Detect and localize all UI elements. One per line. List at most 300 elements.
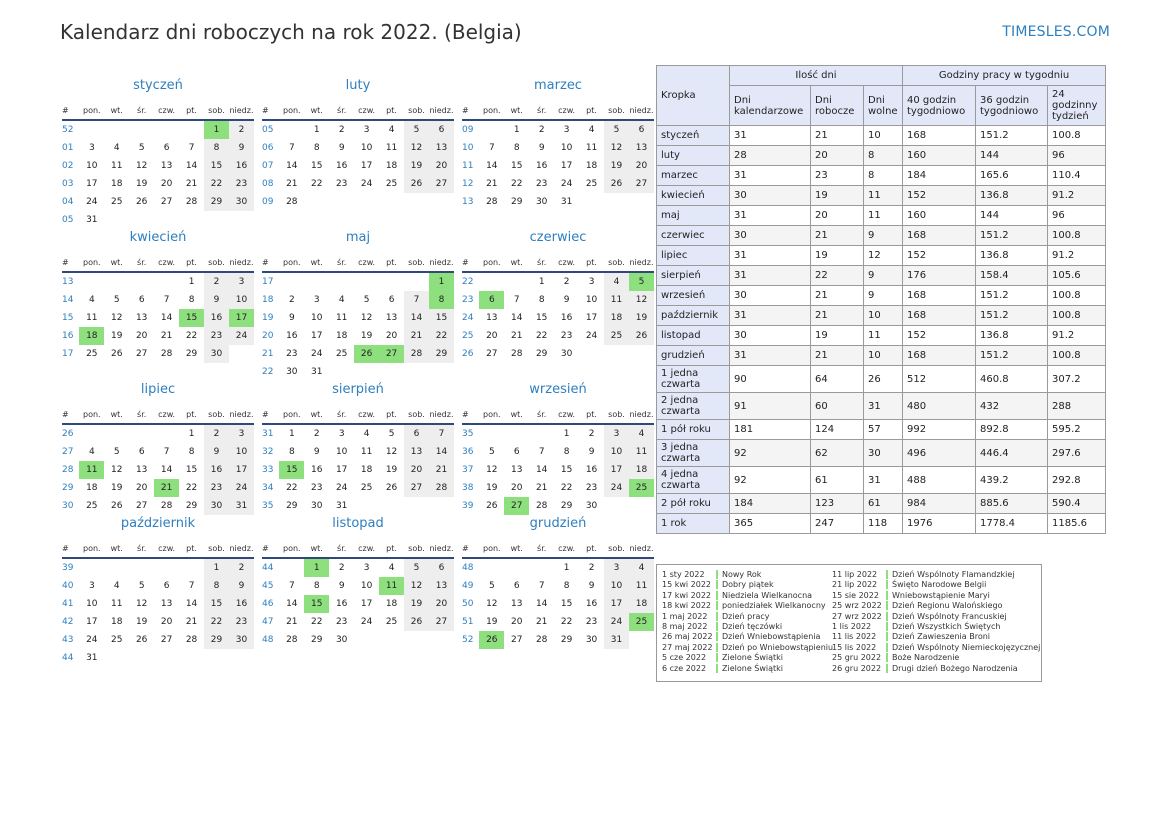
- summary-value: 21: [811, 306, 864, 326]
- empty-day-cell: [279, 272, 304, 291]
- empty-day-cell: [429, 631, 454, 649]
- day-cell: 7: [288, 143, 295, 153]
- empty-day-cell: [354, 631, 379, 649]
- summary-value: 100.8: [1048, 346, 1106, 366]
- holiday-date: 11 lis 2022: [832, 632, 877, 642]
- day-cell: 4: [88, 295, 95, 305]
- week-number: 10: [462, 143, 474, 153]
- day-cell: 21: [160, 331, 173, 341]
- day-cell: 6: [138, 295, 145, 305]
- summary-value: 100.8: [1048, 126, 1106, 146]
- day-cell: 26: [354, 345, 379, 363]
- day-cell: 10: [86, 599, 98, 609]
- weekday-header: wt.: [504, 540, 529, 558]
- weekday-header: #: [462, 102, 479, 120]
- summary-row: [657, 306, 1106, 326]
- holiday-entry: [662, 664, 833, 674]
- holiday-name: Dzień pracy: [722, 611, 770, 621]
- day-cell: 26: [111, 501, 123, 511]
- weekday-header: czw.: [354, 406, 379, 424]
- day-cell: 4: [629, 558, 654, 577]
- holiday-date: 25 gru 2022: [832, 653, 882, 663]
- day-cell: 10: [86, 161, 98, 171]
- week-row: [462, 558, 654, 577]
- week-number: 34: [262, 483, 274, 493]
- weekday-header: śr.: [129, 102, 154, 120]
- summary-value: 488: [903, 467, 976, 494]
- day-cell: 27: [135, 349, 148, 359]
- day-cell: 24: [360, 179, 373, 189]
- holiday-color-marker: [886, 601, 888, 610]
- week-row: [462, 479, 654, 497]
- day-cell: 24: [86, 635, 98, 645]
- empty-day-cell: [329, 272, 354, 291]
- day-cell: 19: [486, 483, 498, 493]
- weekday-header: niedz.: [229, 102, 254, 120]
- day-cell: 18: [629, 461, 654, 479]
- summary-value: 595.2: [1048, 420, 1106, 440]
- day-cell: 2: [538, 125, 545, 135]
- day-cell: 11: [335, 313, 348, 323]
- day-cell: 21: [535, 483, 548, 493]
- weekday-header: śr.: [129, 254, 154, 272]
- day-cell: 18: [585, 161, 598, 171]
- week-row: [462, 577, 654, 595]
- empty-day-cell: [629, 631, 654, 649]
- brand-link[interactable]: TIMESLES.COM: [1002, 24, 1110, 40]
- weekday-header: śr.: [329, 102, 354, 120]
- weekday-header: pt.: [179, 540, 204, 558]
- day-cell: 4: [363, 429, 370, 439]
- day-cell: 17: [86, 617, 98, 627]
- day-cell: 21: [429, 461, 454, 479]
- summary-value: 92: [730, 440, 811, 467]
- week-number: 22: [462, 277, 474, 287]
- summary-value: 184: [903, 166, 976, 186]
- day-cell: 27: [160, 635, 173, 645]
- summary-row: [657, 393, 1106, 420]
- day-cell: 13: [511, 465, 523, 475]
- summary-value: 21: [811, 286, 864, 306]
- day-cell: 15: [304, 595, 329, 613]
- week-number: 49: [462, 581, 474, 591]
- weekday-header: #: [62, 406, 79, 424]
- summary-period-label: kwiecień: [657, 186, 730, 206]
- holiday-name: Boże Narodzenie: [892, 653, 960, 663]
- day-cell: 16: [229, 157, 254, 175]
- day-cell: 16: [585, 599, 598, 609]
- day-cell: 7: [188, 143, 195, 153]
- day-cell: 26: [135, 635, 148, 645]
- day-cell: 14: [429, 443, 454, 461]
- day-cell: 19: [135, 179, 148, 189]
- weekday-header: niedz.: [429, 540, 454, 558]
- summary-value: 9: [864, 226, 903, 246]
- summary-value: 432: [976, 393, 1048, 420]
- day-cell: 21: [486, 179, 498, 189]
- week-row: [262, 613, 454, 631]
- week-number: 51: [462, 617, 474, 627]
- month-days-table: [262, 102, 454, 211]
- week-row: [262, 120, 454, 139]
- day-cell: 29: [311, 635, 323, 645]
- week-row: [462, 613, 654, 631]
- week-number: 47: [262, 617, 274, 627]
- empty-day-cell: [179, 649, 204, 667]
- holiday-date: 5 cze 2022: [662, 653, 707, 663]
- day-cell: 12: [360, 313, 373, 323]
- month-days-table: [62, 102, 254, 229]
- week-number: 03: [62, 179, 74, 189]
- week-number: 43: [62, 635, 74, 645]
- day-cell: 4: [588, 125, 595, 135]
- week-row: [62, 595, 254, 613]
- day-cell: 15: [179, 309, 204, 327]
- week-row: [262, 424, 454, 443]
- empty-day-cell: [379, 193, 404, 211]
- summary-period-label: październik: [657, 306, 730, 326]
- day-cell: 19: [135, 617, 148, 627]
- week-row: [62, 193, 254, 211]
- holiday-date: 15 sie 2022: [832, 590, 879, 600]
- day-cell: 20: [135, 483, 148, 493]
- day-cell: 28: [160, 501, 173, 511]
- week-row: [462, 443, 654, 461]
- empty-day-cell: [129, 120, 154, 139]
- day-cell: 12: [404, 577, 429, 595]
- day-cell: 19: [360, 331, 373, 341]
- summary-period-label: lipiec: [657, 246, 730, 266]
- weekday-header: pon.: [479, 540, 504, 558]
- day-cell: 2: [338, 563, 345, 573]
- day-cell: 12: [111, 465, 123, 475]
- day-cell: 29: [204, 631, 229, 649]
- summary-value: 20: [811, 146, 864, 166]
- day-cell: 20: [486, 331, 498, 341]
- day-cell: 28: [404, 345, 429, 363]
- day-cell: 29: [560, 501, 573, 511]
- holiday-name: Zielone Świątki: [722, 663, 784, 673]
- day-cell: 17: [229, 309, 254, 327]
- month-days-table: [462, 406, 654, 515]
- day-cell: 27: [404, 479, 429, 497]
- month-name: czerwiec: [529, 230, 587, 245]
- summary-value: 1976: [903, 514, 976, 534]
- summary-value: 30: [730, 286, 811, 306]
- day-cell: 23: [204, 479, 229, 497]
- day-cell: 22: [311, 179, 323, 189]
- week-row: [262, 193, 454, 211]
- holiday-entry: [662, 570, 833, 580]
- day-cell: 25: [111, 197, 123, 207]
- month-days-table: [62, 406, 254, 515]
- week-number: 42: [62, 617, 74, 627]
- holiday-date: 8 maj 2022: [662, 621, 708, 631]
- empty-day-cell: [154, 424, 179, 443]
- day-cell: 26: [404, 175, 429, 193]
- day-cell: 20: [385, 331, 398, 341]
- empty-day-cell: [529, 424, 554, 443]
- day-cell: 11: [86, 313, 98, 323]
- day-cell: 3: [338, 429, 345, 439]
- empty-day-cell: [279, 120, 304, 139]
- holiday-color-marker: [716, 632, 718, 641]
- day-cell: 14: [286, 161, 298, 171]
- weekday-header: niedz.: [429, 102, 454, 120]
- day-cell: 22: [560, 483, 573, 493]
- holiday-entry: [832, 612, 1040, 622]
- empty-day-cell: [304, 272, 329, 291]
- holiday-name: Dzień po Wniebowstąpieniu: [722, 642, 834, 652]
- day-cell: 23: [286, 349, 298, 359]
- day-cell: 10: [585, 295, 598, 305]
- day-cell: 30: [204, 345, 229, 363]
- day-cell: 31: [604, 631, 629, 649]
- day-cell: 26: [629, 327, 654, 345]
- day-cell: 8: [563, 581, 570, 591]
- day-cell: 11: [360, 447, 373, 457]
- empty-day-cell: [354, 193, 379, 211]
- day-cell: 9: [204, 443, 229, 461]
- week-number: 28: [62, 465, 74, 475]
- holiday-entry: [832, 643, 1040, 653]
- day-cell: 7: [429, 424, 454, 443]
- summary-value: 11: [864, 206, 903, 226]
- month-days-table: [462, 540, 654, 649]
- weekday-header: pon.: [279, 254, 304, 272]
- holiday-name: Wniebowstąpienie Maryi: [892, 590, 990, 600]
- holiday-name: Dzień Regionu Walońskiego: [892, 601, 1003, 611]
- day-cell: 2: [204, 424, 229, 443]
- holiday-color-marker: [716, 591, 718, 600]
- holiday-color-marker: [716, 622, 718, 631]
- day-cell: 20: [404, 461, 429, 479]
- week-row: [62, 613, 254, 631]
- week-number: 32: [262, 447, 274, 457]
- summary-period-label: 4 jedna czwarta: [657, 467, 730, 494]
- col-24h-header: 24 godzinny tydzień: [1048, 86, 1106, 126]
- weekday-header: pt.: [579, 102, 604, 120]
- day-cell: 6: [513, 581, 520, 591]
- weekday-header: śr.: [129, 540, 154, 558]
- holiday-color-marker: [886, 643, 888, 652]
- summary-value: 136.8: [976, 326, 1048, 346]
- day-cell: 9: [563, 295, 570, 305]
- holiday-name: Dzień Zawieszenia Broni: [892, 632, 991, 642]
- day-cell: 6: [513, 447, 520, 457]
- week-number: 44: [262, 563, 274, 573]
- day-cell: 23: [335, 617, 348, 627]
- day-cell: 10: [360, 581, 373, 591]
- day-cell: 15: [560, 599, 573, 609]
- day-cell: 24: [229, 327, 254, 345]
- week-number: 23: [462, 295, 474, 305]
- holiday-entry: [832, 632, 1040, 642]
- weekday-header: #: [262, 406, 279, 424]
- day-cell: 24: [86, 197, 98, 207]
- week-number: 05: [262, 125, 274, 135]
- week-number: 30: [62, 501, 74, 511]
- day-cell: 29: [185, 349, 198, 359]
- summary-row: [657, 266, 1106, 286]
- day-cell: 17: [360, 599, 373, 609]
- empty-day-cell: [79, 424, 104, 443]
- day-cell: 6: [163, 581, 170, 591]
- summary-value: 61: [864, 494, 903, 514]
- summary-value: 151.2: [976, 306, 1048, 326]
- summary-value: 144: [976, 206, 1048, 226]
- summary-value: 124: [811, 420, 864, 440]
- empty-day-cell: [604, 193, 629, 211]
- day-cell: 18: [335, 331, 348, 341]
- weekday-header: sob.: [204, 254, 229, 272]
- empty-day-cell: [154, 272, 179, 291]
- summary-period-label: wrzesień: [657, 286, 730, 306]
- day-cell: 26: [479, 631, 504, 649]
- week-number: 13: [62, 277, 74, 287]
- weekday-header: niedz.: [629, 254, 654, 272]
- day-cell: 15: [560, 465, 573, 475]
- day-cell: 5: [113, 295, 120, 305]
- week-number: 06: [262, 143, 274, 153]
- month-name: styczeń: [133, 78, 183, 93]
- day-cell: 1: [513, 125, 520, 135]
- week-row: [462, 157, 654, 175]
- empty-day-cell: [279, 558, 304, 577]
- empty-day-cell: [129, 558, 154, 577]
- week-row: [262, 363, 454, 381]
- holiday-color-marker: [716, 653, 718, 662]
- summary-period-label: 1 jedna czwarta: [657, 366, 730, 393]
- week-row: [262, 272, 454, 291]
- weekday-header: czw.: [354, 254, 379, 272]
- weekday-header: sob.: [404, 406, 429, 424]
- month-days-table: [262, 406, 454, 515]
- week-number: 09: [462, 125, 474, 135]
- day-cell: 6: [429, 120, 454, 139]
- week-row: [262, 497, 454, 515]
- month-calendar: [62, 78, 254, 225]
- week-row: [62, 272, 254, 291]
- month-calendar: [462, 382, 654, 518]
- weekday-header: wt.: [504, 406, 529, 424]
- week-row: [262, 595, 454, 613]
- day-cell: 28: [286, 635, 298, 645]
- week-number: 31: [262, 429, 274, 439]
- week-number: 33: [262, 465, 274, 475]
- weekday-header: #: [462, 540, 479, 558]
- holiday-color-marker: [716, 601, 718, 610]
- empty-day-cell: [104, 120, 129, 139]
- month-days-table: [262, 254, 454, 381]
- weekday-header: czw.: [154, 254, 179, 272]
- day-cell: 1: [204, 120, 229, 139]
- summary-value: 30: [730, 226, 811, 246]
- holiday-name: Nowy Rok: [722, 570, 762, 579]
- holiday-color-marker: [716, 580, 718, 589]
- week-row: [62, 139, 254, 157]
- summary-value: 19: [811, 186, 864, 206]
- day-cell: 8: [429, 291, 454, 309]
- day-cell: 7: [188, 581, 195, 591]
- day-cell: 12: [629, 291, 654, 309]
- day-cell: 20: [160, 617, 173, 627]
- day-cell: 12: [404, 139, 429, 157]
- holiday-entry: [832, 591, 1040, 601]
- summary-value: 30: [730, 326, 811, 346]
- week-number: 39: [62, 563, 74, 573]
- week-number: 20: [262, 331, 274, 341]
- day-cell: 14: [160, 313, 173, 323]
- week-number: 45: [262, 581, 274, 591]
- holiday-date: 11 lip 2022: [832, 570, 878, 579]
- day-cell: 10: [360, 143, 373, 153]
- day-cell: 20: [160, 179, 173, 189]
- day-cell: 9: [313, 447, 320, 457]
- summary-row: [657, 126, 1106, 146]
- holiday-list-column-1: [662, 570, 833, 674]
- day-cell: 30: [560, 349, 573, 359]
- day-cell: 13: [160, 161, 173, 171]
- empty-day-cell: [104, 211, 129, 229]
- empty-day-cell: [79, 558, 104, 577]
- summary-value: 92: [730, 467, 811, 494]
- day-cell: 2: [588, 429, 595, 439]
- empty-day-cell: [604, 497, 629, 515]
- holiday-date: 1 lis 2022: [832, 621, 872, 631]
- day-cell: 16: [535, 161, 548, 171]
- empty-day-cell: [404, 193, 429, 211]
- day-cell: 30: [229, 193, 254, 211]
- holiday-date: 6 cze 2022: [662, 663, 707, 673]
- summary-value: 10: [864, 306, 903, 326]
- empty-day-cell: [179, 211, 204, 229]
- weekday-header: śr.: [329, 540, 354, 558]
- weekday-header: śr.: [329, 406, 354, 424]
- day-cell: 8: [563, 447, 570, 457]
- day-cell: 15: [511, 161, 523, 171]
- day-cell: 5: [488, 447, 495, 457]
- weekday-header: wt.: [104, 254, 129, 272]
- group-hours-header: Godziny pracy w tygodniu: [903, 66, 1106, 86]
- summary-value: 62: [811, 440, 864, 467]
- empty-day-cell: [529, 558, 554, 577]
- weekday-header: #: [462, 254, 479, 272]
- summary-value: 30: [864, 440, 903, 467]
- day-cell: 1: [288, 429, 295, 439]
- summary-value: 28: [730, 146, 811, 166]
- day-cell: 9: [338, 581, 345, 591]
- day-cell: 20: [429, 157, 454, 175]
- day-cell: 7: [288, 581, 295, 591]
- day-cell: 17: [604, 461, 629, 479]
- day-cell: 27: [629, 175, 654, 193]
- holiday-name: poniedziałek Wielkanocny: [722, 601, 826, 611]
- day-cell: 3: [363, 125, 370, 135]
- week-row: [62, 443, 254, 461]
- holiday-entry: [662, 622, 833, 632]
- day-cell: 9: [229, 577, 254, 595]
- summary-value: 96: [1048, 206, 1106, 226]
- day-cell: 11: [111, 599, 123, 609]
- empty-day-cell: [579, 345, 604, 363]
- month-calendar: [62, 516, 254, 663]
- month-days-table: [62, 540, 254, 667]
- empty-day-cell: [429, 363, 454, 381]
- day-cell: 27: [486, 349, 498, 359]
- summary-row: [657, 366, 1106, 393]
- weekday-header: pon.: [79, 102, 104, 120]
